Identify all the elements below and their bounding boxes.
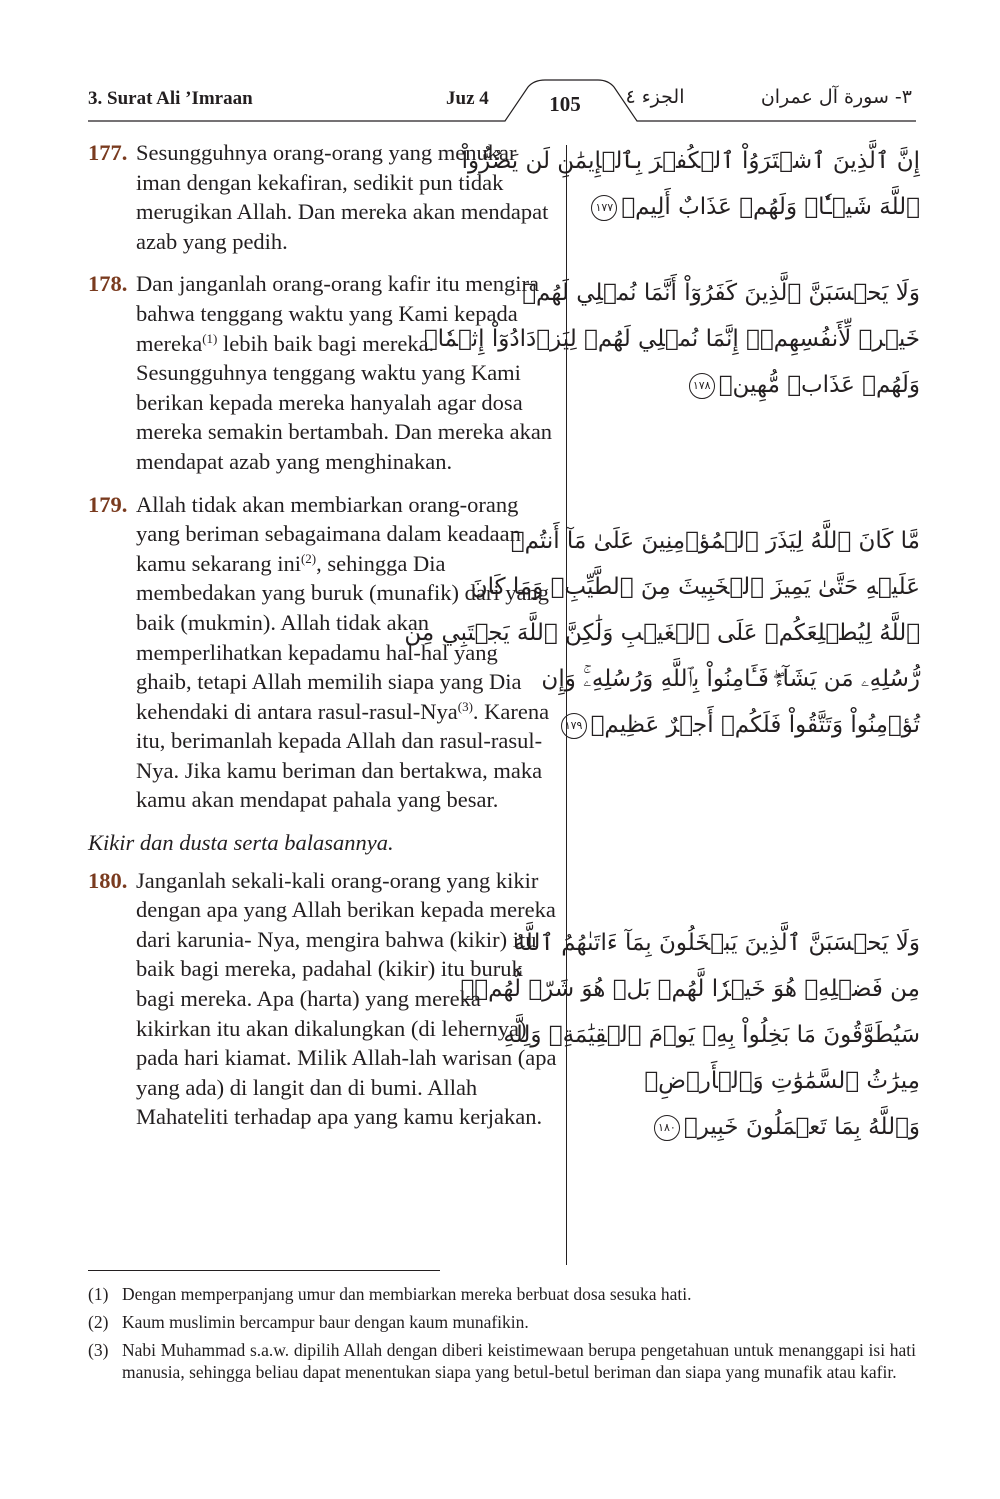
surah-title-arabic: ٣- سورة آل عمران	[760, 86, 912, 108]
footnote-ref: (1)	[202, 330, 218, 346]
verse-number: 180.	[88, 867, 128, 893]
verse-number: 177.	[88, 140, 128, 165]
arabic-line: عَلَيۡهِ حَتَّىٰ يَمِيزَ ٱلۡخَبِيثَ مِنَ ٱلطَّيِّبِۗ وَمَا كَانَ	[470, 574, 920, 600]
verse-178	[88, 269, 558, 476]
arabic-line	[580, 184, 920, 230]
arabic-line: مَّا كَانَ ٱللَّهُ لِيَذَرَ ٱلۡمُؤۡمِنِينَ عَلَىٰ مَآ أَنتُمۡ	[510, 528, 920, 554]
verse-text: Sesungguhnya orang-orang yang menukar iman dengan kekafiran, sedikit pun tidak merugikan Allah. Dan mereka akan mendapat azab yang pedih.	[136, 140, 549, 254]
verse-text-part: , sehingga Dia membedakan yang buruk (munafik) dari yang baik (mukmin). Allah tidak akan memperlihatkan kepadamu hal-hal yang ghaib, tetapi Allah memilih siapa yang Dia kehendaki di antara rasul-rasul-Nya	[136, 550, 549, 724]
verse-text-part: Allah tidak akan membiarkan orang-orang yang beriman sebagaimana dalam keadaan kamu sekarang ini	[136, 491, 521, 576]
footnote-2	[88, 1311, 916, 1333]
arabic-line: وَلَا يَحۡسَبَنَّ ٱلَّذِينَ يَبۡخَلُونَ بِمَآ ءَاتَىٰهُمُ ٱللَّهُ	[513, 930, 920, 956]
verse-number: 179.	[88, 491, 128, 517]
arabic-line-text: وَٱللَّهُ بِمَا تَعۡمَلُونَ خَبِيرٞ	[683, 1114, 920, 1140]
surah-title-latin: 3. Surat Ali ’Imraan	[88, 88, 253, 109]
arabic-line: مِيرَٰثُ ٱلسَّمَٰوَٰتِ وَٱلۡأَرۡضِۗ	[644, 1068, 920, 1094]
verse-number: 178.	[88, 271, 128, 297]
footnote-number: (3)	[88, 1340, 109, 1360]
ayah-number-icon: ١٧٩	[561, 713, 587, 739]
ayah-number-icon: ١٧٧	[591, 195, 617, 221]
section-title: Kikir dan dusta serta balasannya.	[88, 830, 394, 856]
arabic-line-text: وَلَهُمۡ عَذَابٞ مُّهِينٞ	[718, 372, 920, 398]
arabic-line: ٱللَّهُ لِيُطۡلِعَكُمۡ عَلَى ٱلۡغَيۡبِ وَلَٰكِنَّ ٱللَّهَ يَجۡتَبِي مِن	[404, 620, 920, 646]
arabic-line	[564, 702, 920, 748]
arabic-line	[580, 362, 920, 408]
juz-label-arabic: الجزء ٤	[625, 86, 685, 108]
arabic-line-text: ٱللَّهَ شَيۡـٔٗاۖ وَلَهُمۡ عَذَابٌ أَلِيمٞ	[621, 194, 920, 220]
arabic-line: وَلَا يَحۡسَبَنَّ ٱلَّذِينَ كَفَرُوٓاْ أَنَّمَا نُمۡلِي لَهُمۡ	[522, 280, 920, 306]
ayah-number-icon: ١٨٠	[654, 1115, 680, 1141]
verse-text-part: lebih baik bagi mereka. Sesungguhnya tenggang waktu yang Kami berikan kepada mereka hanyalah agar dosa mereka semakin bertambah. Dan mereka akan mendapat azab yang menghinakan.	[136, 330, 553, 474]
footnote-ref: (2)	[300, 550, 317, 566]
arabic-ayah-180	[460, 920, 920, 1150]
arabic-line-text: تُؤۡمِنُواْ وَتَتَّقُواْ فَلَكُمۡ أَجۡرٌ عَظِيمٞ	[590, 712, 920, 738]
arabic-ayah-177	[461, 138, 920, 230]
verse-text: Janganlah sekali-kali orang-orang yang kikir dengan apa yang Allah berikan kepada mereka dari karunia- Nya, mengira bahwa (kikir) itu baik bagi mereka, padahal (kikir) itu buruk bagi mereka. Apa (harta) yang mereka kikirkan itu akan dikalungkan (di lehernya) pada hari kiamat. Milik Allah-lah warisan (apa yang ada) di langit dan di bumi. Allah Mahateliti terhadap apa yang kamu kerjakan.	[136, 867, 557, 1130]
arabic-line: إِنَّ ٱلَّذِينَ ٱشۡتَرَوُاْ ٱلۡكُفۡرَ بِٱلۡإِيمَٰنِ لَن يَضُرُّواْ	[461, 148, 920, 174]
footnote-text: Kaum muslimin bercampur baur dengan kaum munafikin.	[122, 1312, 529, 1332]
footnote-rule	[88, 1270, 440, 1271]
footnotes	[88, 1283, 916, 1389]
footnote-1	[88, 1283, 916, 1305]
page-number: 105	[549, 92, 581, 116]
arabic-line: خَيۡرٞ لِّأَنفُسِهِمۡۚ إِنَّمَا نُمۡلِي لَهُمۡ لِيَزۡدَادُوٓاْ إِثۡمٗاۖ	[423, 326, 920, 352]
footnote-text: Dengan memperpanjang umur dan membiarkan mereka berbuat dosa sesuka hati.	[122, 1284, 692, 1304]
ayah-number-icon: ١٧٨	[689, 373, 715, 399]
header-rule	[0, 0, 1000, 130]
verse-text-part: . Karena itu, berimanlah kepada Allah dan rasul-rasul-Nya. Jika kamu beriman dan bertakwa, maka kamu akan mendapat pahala yang besar.	[136, 698, 550, 813]
verse-text	[136, 269, 558, 476]
arabic-line: سَيُطَوَّقُونَ مَا بَخِلُواْ بِهِۦ يَوۡمَ ٱلۡقِيَٰمَةِۗ وَلِلَّهِ	[503, 1022, 920, 1048]
arabic-line	[580, 1104, 920, 1150]
arabic-line: مِن فَضۡلِهِۦ هُوَ خَيۡرٗا لَّهُمۖ بَلۡ هُوَ شَرّٞ لَّهُمۡۖ	[460, 976, 920, 1002]
verse-text-part: Dan janganlah orang-orang kafir itu mengira bahwa tenggang waktu yang Kami kepada mereka	[136, 271, 539, 356]
footnote-number: (1)	[88, 1284, 109, 1304]
arabic-ayah-179	[404, 518, 920, 748]
footnote-ref: (3)	[457, 698, 473, 714]
footnote-number: (2)	[88, 1312, 109, 1332]
page-header	[0, 0, 1000, 130]
footnote-text: Nabi Muhammad s.a.w. dipilih Allah dengan diberi keistimewaan berupa pengetahuan untuk menanggapi isi hati manusia, sehingga beliau dapat menentukan siapa yang betul-betul beriman dan siapa yang munafik atau kafir.	[122, 1340, 916, 1382]
footnote-3	[88, 1339, 916, 1383]
arabic-line: رُّسُلِهِۦ مَن يَشَآءُۖ فَـَٔامِنُواْ بِٱللَّهِ وَرُسُلِهِۦۚ وَإِن	[541, 666, 920, 692]
juz-label-latin: Juz 4	[446, 88, 489, 109]
arabic-ayah-178	[423, 270, 920, 408]
